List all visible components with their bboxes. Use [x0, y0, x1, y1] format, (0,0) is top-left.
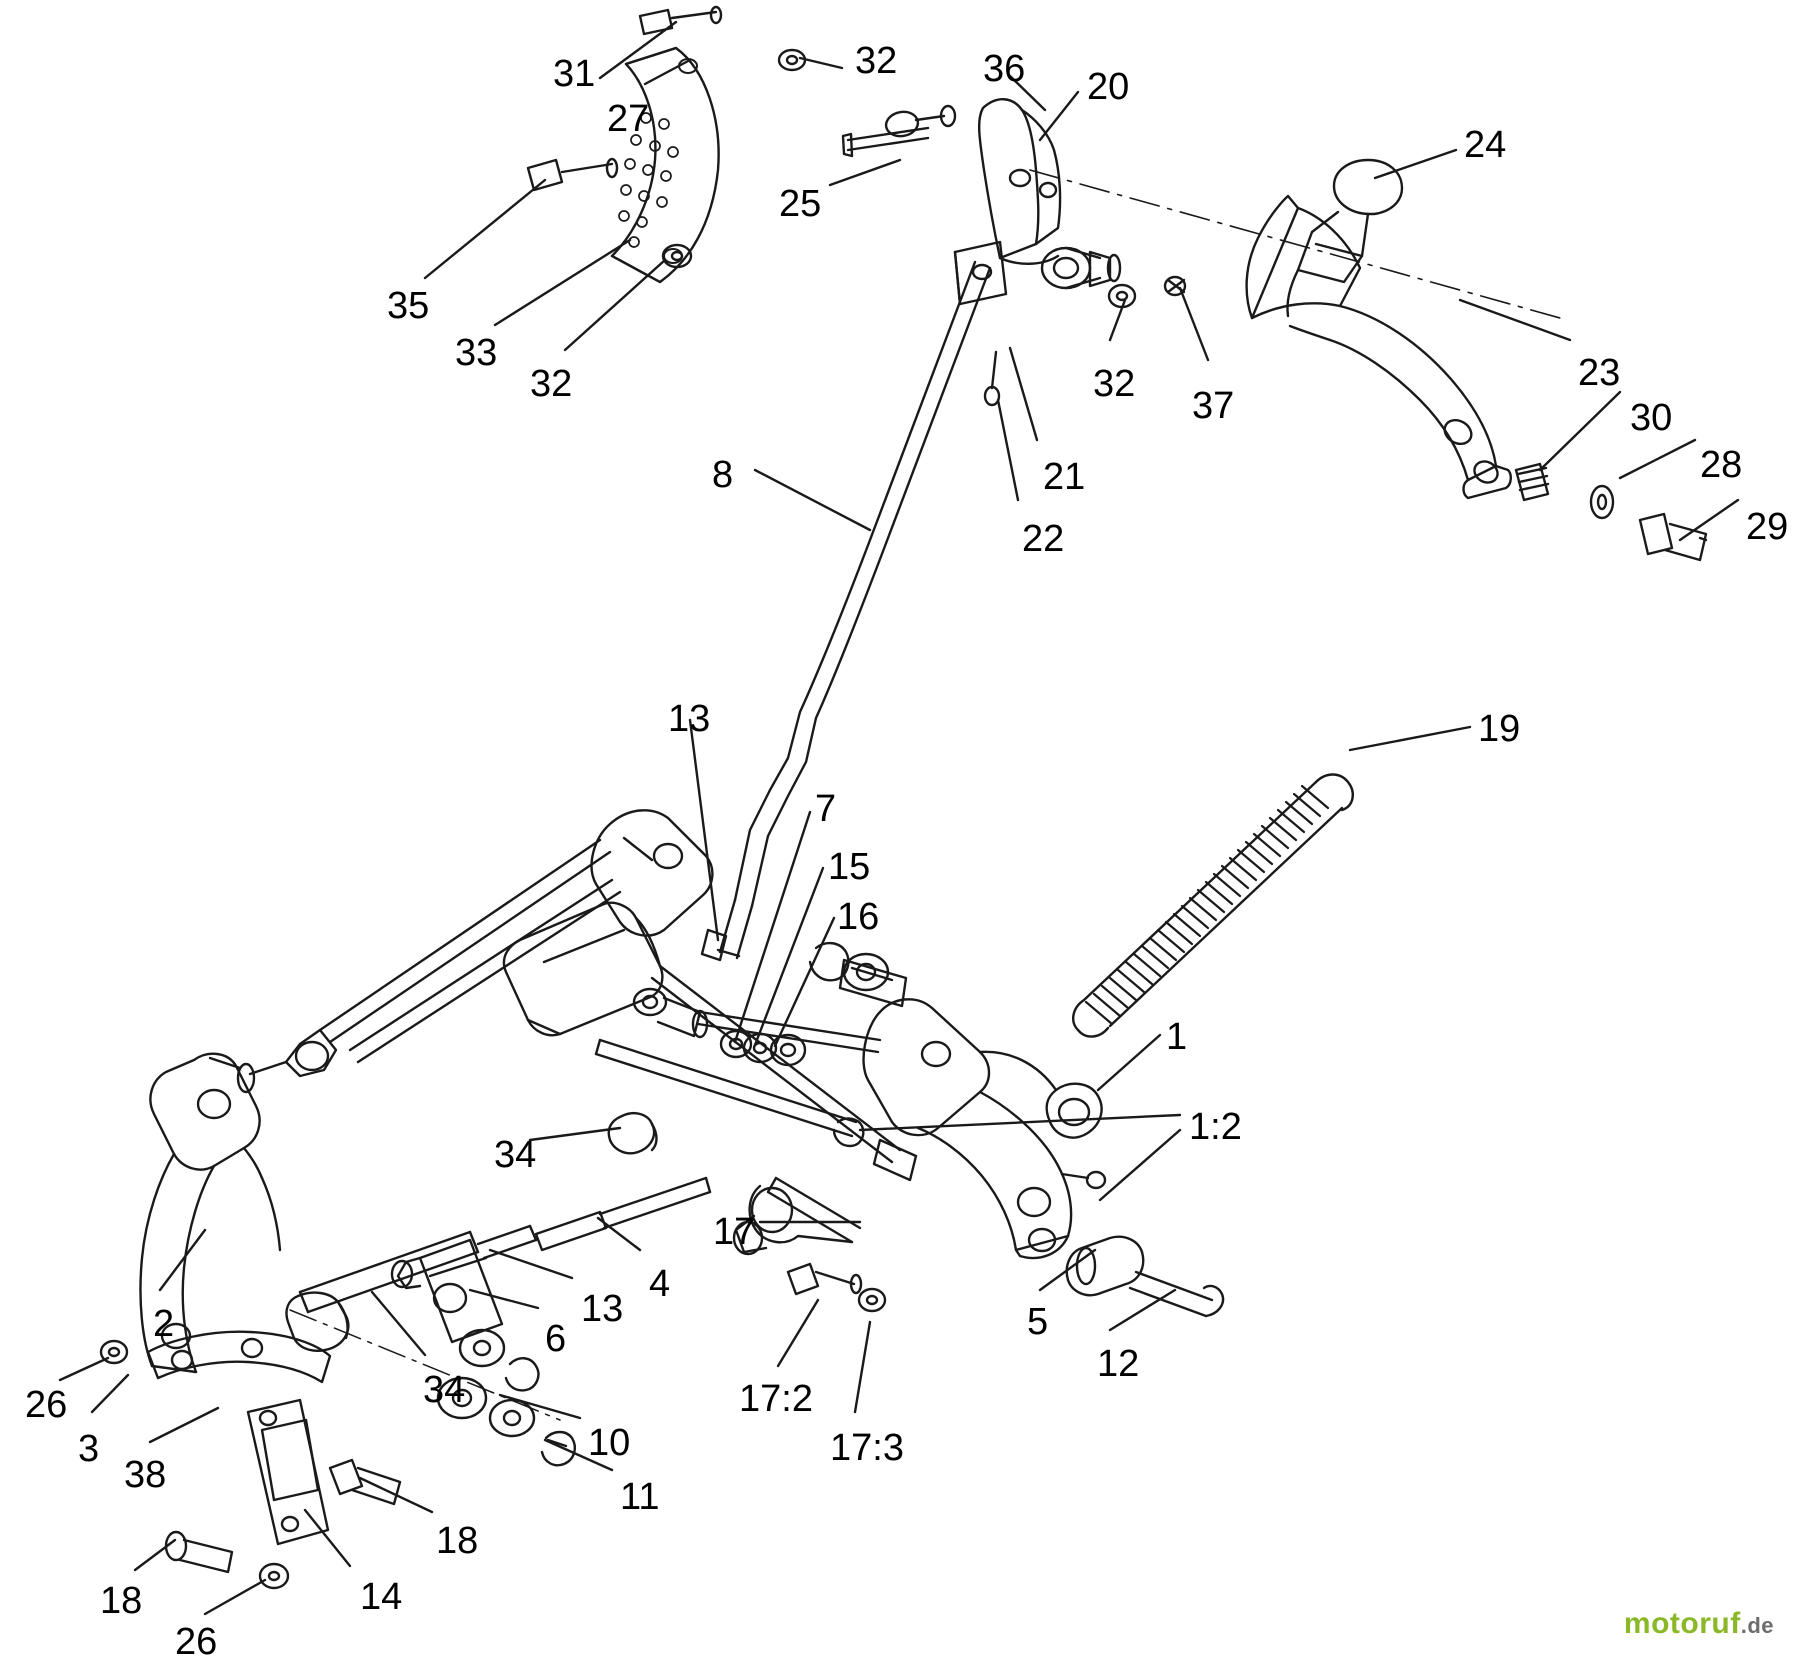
leader-line	[500, 1395, 580, 1418]
callout-34: 34	[423, 1369, 466, 1411]
fastener-30	[1516, 464, 1548, 500]
callout-27: 27	[607, 98, 650, 140]
callout-14: 14	[360, 1576, 403, 1618]
callout-5: 5	[1027, 1301, 1049, 1343]
watermark-suffix: .de	[1740, 1613, 1774, 1638]
leader-line	[60, 1358, 108, 1380]
part-rod-25	[843, 128, 928, 156]
callout-7: 7	[815, 788, 837, 830]
callout-18: 18	[100, 1580, 143, 1622]
callout-29: 29	[1746, 506, 1789, 548]
part-friction-plate	[612, 48, 719, 282]
callout-32: 32	[1093, 363, 1136, 405]
callout-17-2: 17:2	[739, 1378, 813, 1420]
leader-line	[470, 1290, 538, 1308]
callout-13: 13	[581, 1288, 624, 1330]
callout-1-2: 1:2	[1189, 1106, 1242, 1148]
callout-26: 26	[25, 1384, 68, 1426]
callout-13: 13	[668, 698, 711, 740]
fastener-17-2	[788, 1264, 861, 1294]
fastener-31	[640, 7, 721, 34]
callout-2: 2	[153, 1303, 175, 1345]
leader-line	[1460, 300, 1570, 340]
part-arm-3	[148, 1332, 330, 1382]
callout-38: 38	[124, 1454, 167, 1496]
fastener-28	[1591, 486, 1613, 518]
callout-10: 10	[588, 1422, 631, 1464]
fastener-35	[528, 159, 617, 190]
callout-33: 33	[455, 332, 498, 374]
callout-8: 8	[712, 454, 734, 496]
leader-line	[755, 470, 870, 530]
callout-24: 24	[1464, 124, 1507, 166]
leader-line	[860, 1115, 1180, 1130]
leader-line	[1040, 92, 1078, 140]
leader-line	[360, 1478, 432, 1512]
part-shaft-34a	[609, 1113, 657, 1153]
callout-25: 25	[779, 183, 822, 225]
leader-line	[565, 260, 665, 350]
leader-line	[1110, 1290, 1175, 1330]
callout-32: 32	[855, 40, 898, 82]
callout-17-3: 17:3	[830, 1427, 904, 1469]
leader-line	[205, 1580, 265, 1614]
fastener-32-top	[779, 50, 805, 70]
callout-30: 30	[1630, 397, 1673, 439]
fastener-18-left	[166, 1532, 232, 1572]
fastener-29	[1640, 514, 1706, 560]
part-retaining-rings	[810, 943, 888, 990]
leader-line	[998, 400, 1018, 500]
part-knob-24	[1298, 160, 1402, 282]
part-lift-arm-left	[592, 810, 713, 935]
leader-line	[855, 1322, 870, 1412]
leader-line	[1010, 348, 1037, 440]
callout-34: 34	[494, 1134, 537, 1176]
leader-line	[490, 1250, 572, 1278]
leader-line	[1100, 1130, 1180, 1200]
leader-line	[92, 1375, 128, 1412]
callout-19: 19	[1478, 708, 1521, 750]
leader-line	[800, 58, 842, 68]
site-watermark	[1624, 1607, 1774, 1641]
callout-15: 15	[828, 846, 871, 888]
callout-36: 36	[983, 48, 1026, 90]
callout-4: 4	[649, 1263, 671, 1305]
leader-line	[1680, 500, 1738, 540]
callout-35: 35	[387, 285, 430, 327]
callout-3: 3	[78, 1428, 100, 1470]
leader-line	[1098, 1035, 1160, 1090]
leader-line	[778, 1300, 818, 1366]
watermark-text: motoruf	[1623, 1607, 1741, 1640]
fastener-26-bottom	[260, 1564, 288, 1588]
callout-28: 28	[1700, 444, 1743, 486]
callout-11: 11	[620, 1476, 660, 1518]
part-spring-19	[1073, 775, 1353, 1037]
leader-line	[372, 1292, 425, 1355]
callout-37: 37	[1192, 385, 1235, 427]
part-bracket-6	[392, 1240, 502, 1342]
callout-6: 6	[545, 1318, 567, 1360]
part-pivot-hub	[1042, 248, 1120, 288]
part-bushing-5	[1067, 1237, 1143, 1295]
leader-line	[600, 22, 676, 78]
part-pin-22	[985, 352, 999, 405]
part-bracket-20	[979, 99, 1060, 264]
leader-line	[425, 180, 545, 278]
fastener-32c	[1109, 285, 1135, 307]
leader-line	[495, 240, 630, 325]
leader-line	[1180, 288, 1208, 360]
fastener-1-2-pin	[1062, 1172, 1105, 1188]
callout-31: 31	[553, 53, 596, 95]
leader-line	[1350, 727, 1470, 750]
leader-line	[1620, 440, 1695, 478]
callout-18: 18	[436, 1520, 479, 1562]
callout-22: 22	[1022, 518, 1065, 560]
callout-16: 16	[837, 896, 880, 938]
leader-line	[830, 160, 900, 185]
part-cylinder-body	[504, 903, 707, 1037]
callout-17: 17	[713, 1211, 756, 1253]
part-washer-7	[721, 1031, 751, 1057]
callout-32: 32	[530, 363, 573, 405]
callout-12: 12	[1097, 1343, 1140, 1385]
leader-line	[150, 1408, 218, 1442]
callout-23: 23	[1578, 352, 1621, 394]
fastener-17-3	[859, 1289, 885, 1311]
fastener-18-center	[330, 1460, 400, 1504]
leader-line	[530, 1128, 620, 1140]
leader-line	[1540, 392, 1620, 470]
callout-26: 26	[175, 1621, 218, 1659]
leader-line	[775, 918, 834, 1046]
leader-line	[305, 1510, 350, 1566]
part-lever-shaft	[1287, 270, 1298, 316]
callout-1: 1	[1166, 1016, 1188, 1058]
callout-21: 21	[1043, 456, 1086, 498]
part-link-bars	[210, 840, 620, 1092]
leader-line	[690, 720, 718, 940]
callout-20: 20	[1087, 66, 1130, 108]
